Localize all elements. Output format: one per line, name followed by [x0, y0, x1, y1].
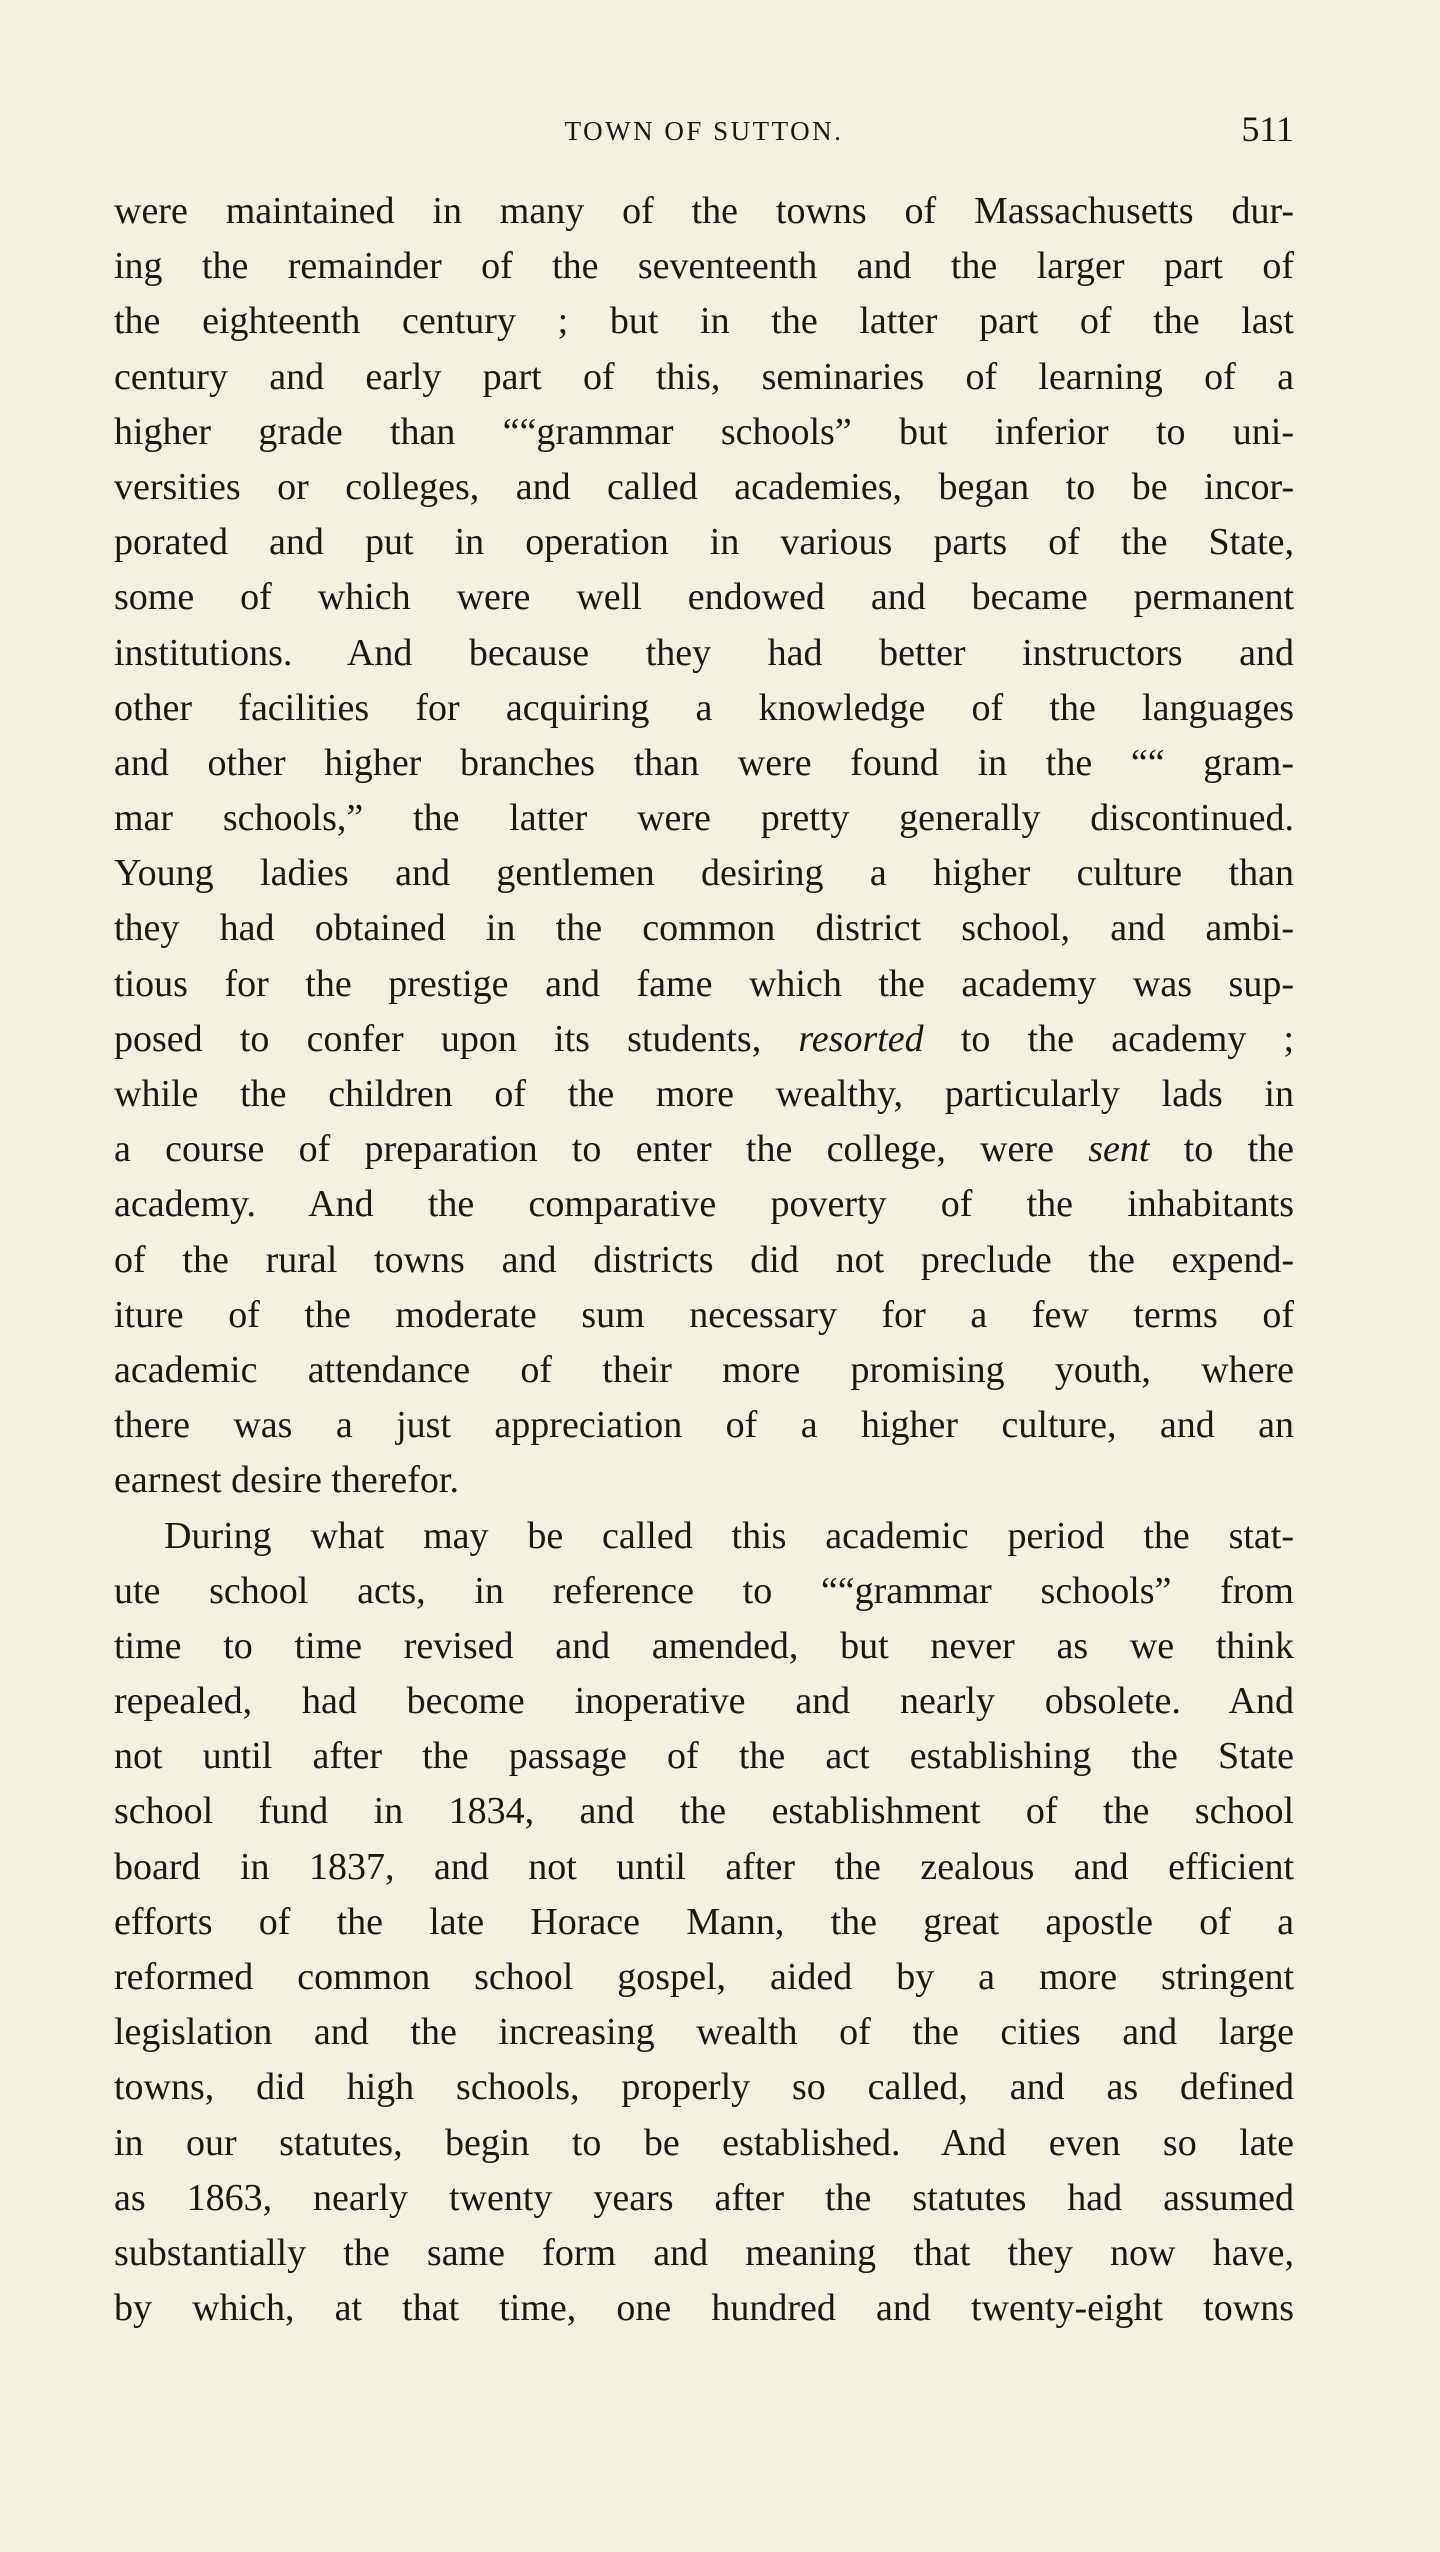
body-text [114, 184, 1294, 2336]
italic-word: sent [1088, 1128, 1150, 1171]
text-line: of the rural towns and districts did not preclude the expend- [114, 1238, 1294, 1281]
text-line: academy. And the comparative poverty of the inhabitants [114, 1183, 1294, 1226]
text-line: and other higher branches than were found in the ““ gram- [114, 741, 1294, 784]
text-line: reformed common school gospel, aided by a more stringent [114, 1956, 1294, 1998]
text-line: school fund in 1834, and the establishment of the school [114, 1790, 1294, 1833]
running-head [114, 108, 1294, 164]
text-line: versities or colleges, and called academies, began to be incor- [114, 465, 1294, 508]
text-line: towns, did high schools, properly so called, and as defined [114, 2066, 1294, 2109]
text-line: higher grade than ““grammar schools” but inferior to uni- [114, 410, 1294, 453]
text-line: efforts of the late Horace Mann, the great apostle of a [114, 1900, 1294, 1943]
text-line-with-italic [114, 1012, 1294, 1067]
text-line: other facilities for acquiring a knowledge of the languages [114, 686, 1294, 729]
text-line: by which, at that time, one hundred and twenty-eight towns [114, 2287, 1294, 2330]
paragraph [114, 184, 1294, 1509]
text-line: as 1863, nearly twenty years after the statutes had assumed [114, 2176, 1294, 2219]
italic-word: resorted [798, 1017, 924, 1060]
text-line: Young ladies and gentlemen desiring a higher culture than [114, 852, 1294, 895]
text-line: tious for the prestige and fame which the academy was sup- [114, 962, 1294, 1005]
line-text: to the [1149, 1128, 1294, 1171]
text-line: ute school acts, in reference to ““grammar schools” from [114, 1569, 1294, 1612]
text-line: board in 1837, and not until after the zealous and efficient [114, 1845, 1294, 1888]
text-line: some of which were well endowed and became permanent [114, 576, 1294, 619]
line-text: a course of preparation to enter the college, were [114, 1128, 1089, 1171]
text-line: the eighteenth century ; but in the latter part of the last [114, 300, 1294, 343]
text-line: ing the remainder of the seventeenth and the larger part of [114, 245, 1294, 288]
text-line-with-italic [114, 1122, 1294, 1177]
running-title: TOWN OF SUTTON. [564, 116, 844, 146]
text-line: while the children of the more wealthy, particularly lads in [114, 1073, 1294, 1115]
text-line: iture of the moderate sum necessary for a few terms of [114, 1293, 1294, 1336]
page-number: 511 [1241, 109, 1294, 149]
line-text: to the academy ; [923, 1017, 1294, 1060]
line-text: posed to confer upon its students, [114, 1017, 799, 1060]
text-line: century and early part of this, seminaries of learning of a [114, 355, 1294, 398]
text-line: academic attendance of their more promising youth, where [114, 1348, 1294, 1391]
text-line: they had obtained in the common district school, and ambi- [114, 907, 1294, 950]
text-line: there was a just appreciation of a higher culture, and an [114, 1404, 1294, 1447]
paragraph [114, 1509, 1294, 2337]
text-line: not until after the passage of the act establishing the State [114, 1735, 1294, 1778]
text-line: were maintained in many of the towns of Massachusetts dur- [114, 190, 1294, 232]
text-line: institutions. And because they had better instructors and [114, 631, 1294, 674]
text-line: legislation and the increasing wealth of the cities and large [114, 2011, 1294, 2054]
text-line: repealed, had become inoperative and nearly obsolete. And [114, 1680, 1294, 1723]
text-line: mar schools,” the latter were pretty generally discontinued. [114, 797, 1294, 840]
text-line: time to time revised and amended, but never as we think [114, 1624, 1294, 1667]
text-line: During what may be called this academic period the stat- [164, 1514, 1294, 1557]
text-line: in our statutes, begin to be established. And even so late [114, 2121, 1294, 2164]
text-line: earnest desire therefor. [114, 1459, 459, 1502]
text-line: porated and put in operation in various parts of the State, [114, 521, 1294, 564]
text-line: substantially the same form and meaning that they now have, [114, 2231, 1294, 2274]
